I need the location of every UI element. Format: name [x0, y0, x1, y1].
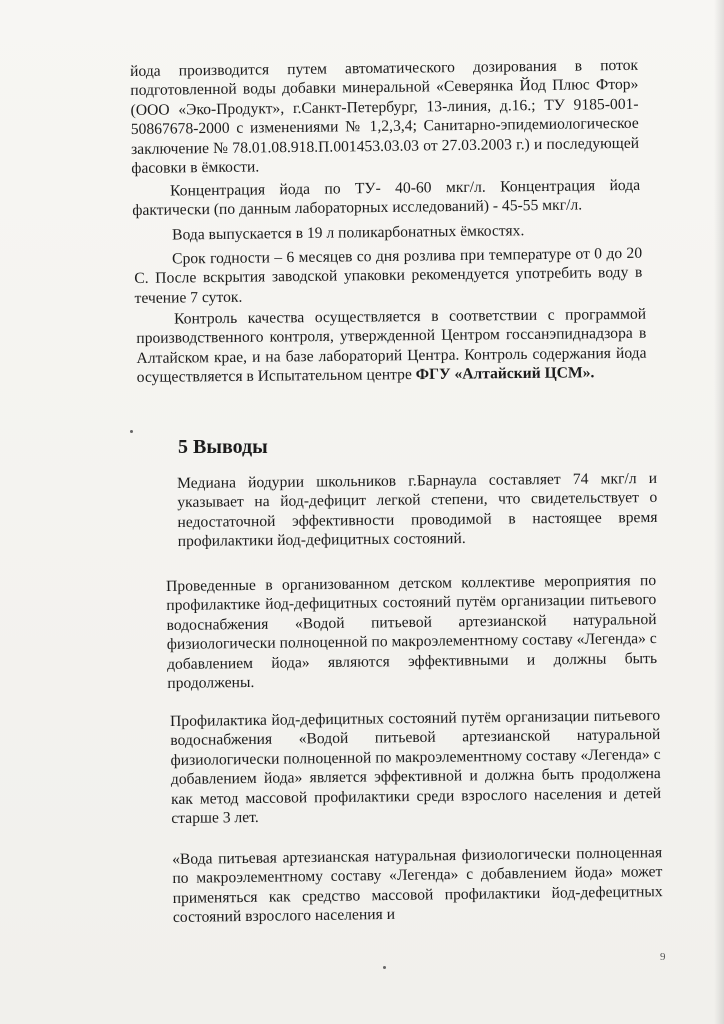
conclusion-mass-prophylaxis: Профилактика йод-дефицитных состояний путём организации питьевого водоснабжения «Водой питьевой артезианской натуральной физиологически полноценной по макроэлементному составу «Легенда» с добавлением йода» является эффективной и должна быть продолжена как метод массовой профилактики среди взрослого населения и детей старше 3 лет.	[170, 707, 662, 828]
quality-control-text: Контроль качества осуществляется в соответствии с программой производственного контроля, утвержденной Центром госсанэпиднадзора в Алтайском крае, и на базе лабораторий Центра. Контроль содержания йода осуществляется в Испытательном центре	[136, 305, 647, 387]
paragraph-container-volume: Вода выпускается в 19 л поликарбонатных ёмкостях.	[172, 222, 525, 244]
paragraph-iodine-dosing: йода производится путем автоматического дозирования в поток подготовленной воды добавки минеральной «Северянка Йод Плюс Фтор» (ООО «Эко-Продукт», г.Санкт-Петербург, 13-линия, д.16.; ТУ 9185-001-50867678-2000 с изменениями № 1,2,3,4; Санитарно-эпидемиологическое заключение № 78.01.08.918.П.001453.03.03 от 27.03.2003 г.) и последующей фасовки в ёмкости.	[130, 56, 640, 178]
conclusion-water-usage: «Вода питьевая артезианская натуральная физиологически полноценная по макроэлементному составу «Легенда» с добавлением йода» может применяться как средство массовой профилактики йод-дефецитных состояний взрослого населения и	[172, 844, 663, 927]
paragraph-shelf-life: Срок годности – 6 месяцев со дня розлива при температуре от 0 до 20 С. После вскрытия заводской упаковки рекомендуется употребить воду в течение 7 суток.	[134, 244, 643, 307]
conclusion-children-prophylaxis: Проведенные в организованном детском коллективе мероприятия по профилактике йод-дефицитных состояний путём организации питьевого водоснабжения «Водой питьевой артезианской натуральной физиологически полноценной по макроэлементному составу «Легенда» с добавлением йода» являются эффективными и должны быть продолжены.	[166, 572, 658, 693]
scan-speck	[383, 966, 386, 969]
scan-speck	[130, 430, 133, 433]
page-edge-shadow	[714, 0, 724, 1024]
paragraph-iodine-concentration: Концентрация йода по ТУ- 40-60 мкг/л. Концентрация йода фактически (по данным лабораторных исследований) - 45-55 мкг/л.	[132, 176, 641, 220]
paragraph-quality-control	[136, 305, 647, 388]
section-heading-conclusions: 5 Выводы	[178, 436, 268, 458]
page-number: 9	[660, 951, 666, 963]
conclusion-iodine-deficiency: Медиана йодурии школьников г.Барнаула составляет 74 мкг/л и указывает на йод-дефицит легкой степени, что свидетельствует о недостаточной эффективности проводимой в настоящее время профилактики йод-дефицитных состояний.	[177, 469, 658, 551]
quality-control-center-name: ФГУ «Алтайский ЦСМ».	[415, 364, 595, 384]
